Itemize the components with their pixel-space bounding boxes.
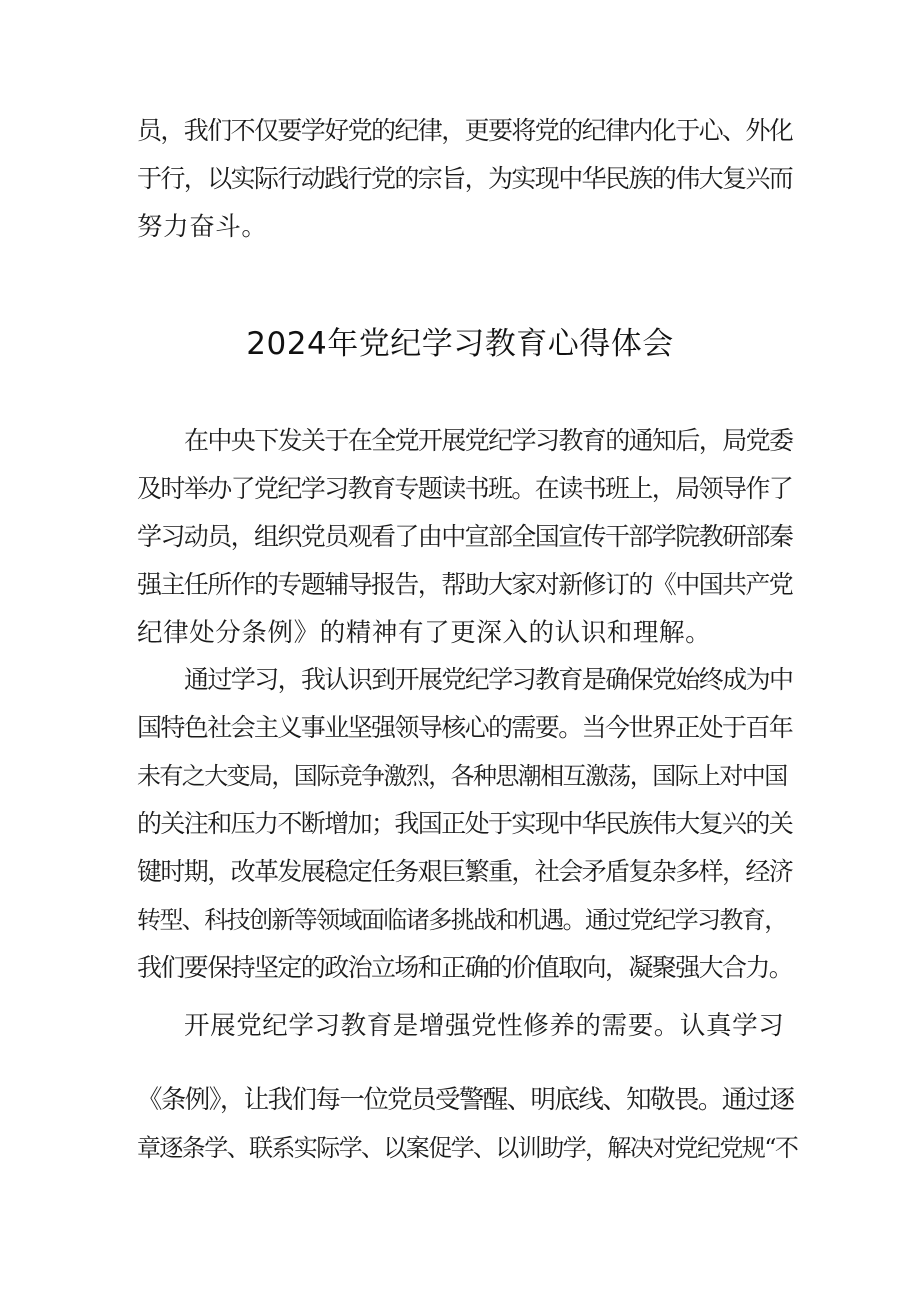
body-text-line: 键时期，改革发展稳定任务艰巨繁重，社会矛盾复杂多样，经济 xyxy=(137,857,793,886)
body-text-line: 国特色社会主义事业坚强领导核心的需要。当今世界正处于百年 xyxy=(137,713,793,742)
body-text-line: 强主任所作的专题辅导报告，帮助大家对新修订的《中国共产党 xyxy=(137,570,793,599)
body-text-line: 纪律处分条例》的精神有了更深入的认识和理解。 xyxy=(137,618,712,648)
body-text-line: 章逐条学、联系实际学、以案促学、以训助学，解决对党纪党规“不 xyxy=(137,1134,798,1162)
body-text-line: 的关注和压力不断增加；我国正处于实现中华民族伟大复兴的关 xyxy=(137,809,793,838)
body-text-line: 在中央下发关于在全党开展党纪学习教育的通知后，局党委 xyxy=(184,426,793,455)
body-text-line: 学习动员，组织党员观看了由中宣部全国宣传干部学院教研部秦 xyxy=(137,522,793,551)
body-text-line: 于行，以实际行动践行党的宗旨，为实现中华民族的伟大复兴而 xyxy=(137,164,793,193)
body-text-line: 转型、科技创新等领域面临诸多挑战和机遇。通过党纪学习教育， xyxy=(137,906,787,934)
document-title: 2024年党纪学习教育心得体会 xyxy=(246,326,674,362)
body-text-line: 及时举办了党纪学习教育专题读书班。在读书班上，局领导作了 xyxy=(137,474,793,503)
body-text-line: 《条例》，让我们每一位党员受警醒、明底线、知敬畏。通过逐 xyxy=(137,1085,794,1115)
body-text-line: 我们要保持坚定的政治立场和正确的价值取向，凝聚强大合力。 xyxy=(137,953,793,982)
body-text-line: 通过学习，我认识到开展党纪学习教育是确保党始终成为中 xyxy=(184,665,793,694)
body-text-line: 员，我们不仅要学好党的纪律，更要将党的纪律内化于心、外化 xyxy=(137,116,793,145)
body-text-line: 努力奋斗。 xyxy=(137,212,268,242)
body-text-line: 未有之大变局，国际竞争激烈，各种思潮相互激荡，国际上对中国 xyxy=(137,762,787,790)
body-text-line: 开展党纪学习教育是增强党性修养的需要。认真学习 xyxy=(184,1011,785,1041)
